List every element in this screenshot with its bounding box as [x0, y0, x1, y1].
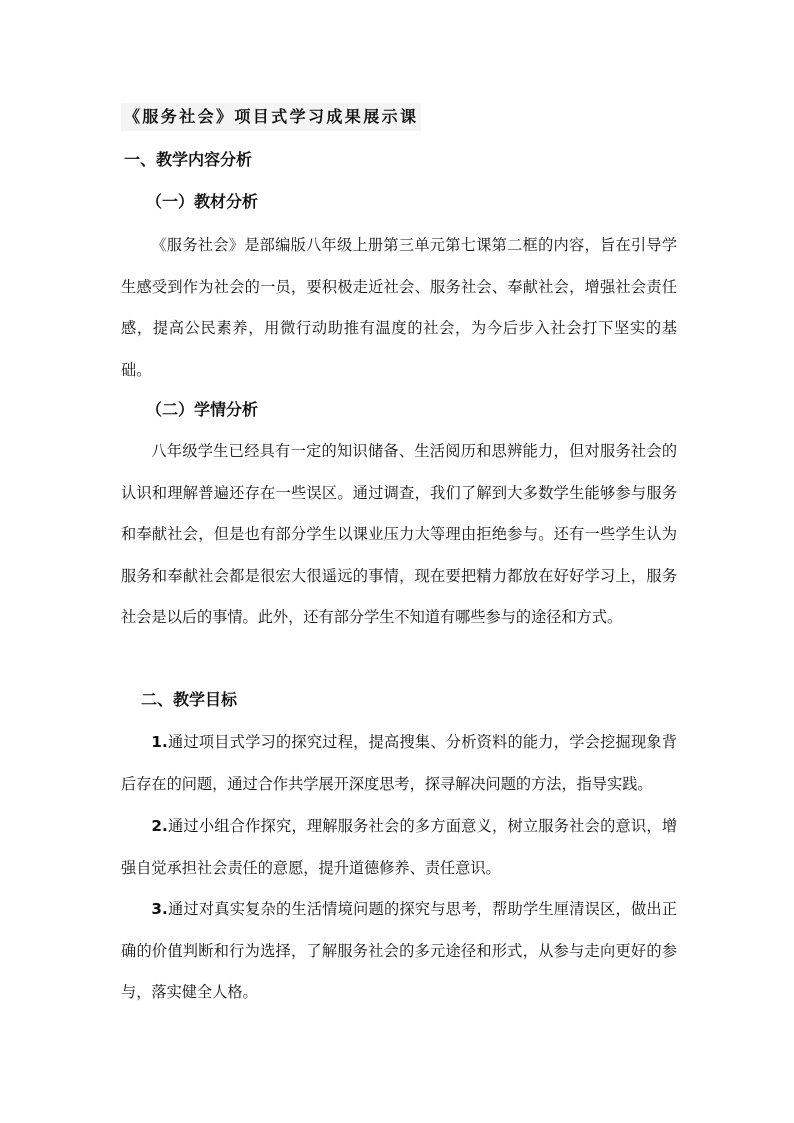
- goal-text: 通过项目式学习的探究过程，提高搜集、分析资料的能力，学会挖掘现象背后存在的问题，通过合作共学展开深度思考，探寻解决问题的方法，指导实践。: [121, 733, 677, 793]
- goal-item-2: [121, 806, 677, 889]
- subsection-heading-textbook-analysis: （一）教材分析: [146, 192, 259, 211]
- goal-number: 2.: [151, 817, 168, 835]
- paragraph-textbook-analysis: 《服务社会》是部编版八年级上册第三单元第七课第二框的内容，旨在引导学生感受到作为社会的一员，要积极走近社会、服务社会、奉献社会，增强社会责任感，提高公民素养，用微行动助推有温度的社会，为今后步入社会打下坚实的基础。: [121, 236, 677, 379]
- document-title: 《服务社会》项目式学习成果展示课: [121, 103, 421, 131]
- goal-text: 通过小组合作探究，理解服务社会的多方面意义，树立服务社会的意识，增强自觉承担社会责任的意愿，提升道德修养、责任意识。: [121, 817, 677, 877]
- goal-text: 通过对真实复杂的生活情境问题的探究与思考，帮助学生厘清误区，做出正确的价值判断和行为选择，了解服务社会的多元途径和形式，从参与走向更好的参与，落实健全人格。: [121, 900, 677, 1001]
- section-heading-content-analysis: 一、教学内容分析: [124, 150, 253, 169]
- goal-item-3: [121, 889, 677, 1014]
- subsection-heading-learner-analysis: （二）学情分析: [146, 400, 259, 419]
- goal-number: 1.: [151, 733, 168, 751]
- paragraph-learner-analysis: 八年级学生已经具有一定的知识储备、生活阅历和思辨能力，但对服务社会的认识和理解普遍还存在一些误区。通过调查，我们了解到大多数学生能够参与服务和奉献社会，但是也有部分学生以课业压力大等理由拒绝参与。还有一些学生认为服务和奉献社会都是很宏大很遥远的事情，现在要把精力都放在好好学习上，服务社会是以后的事情。此外，还有部分学生不知道有哪些参与的途径和方式。: [121, 442, 677, 626]
- section-heading-teaching-goals: 二、教学目标: [141, 690, 238, 709]
- goal-number: 3.: [151, 900, 168, 918]
- goal-item-1: [121, 722, 677, 805]
